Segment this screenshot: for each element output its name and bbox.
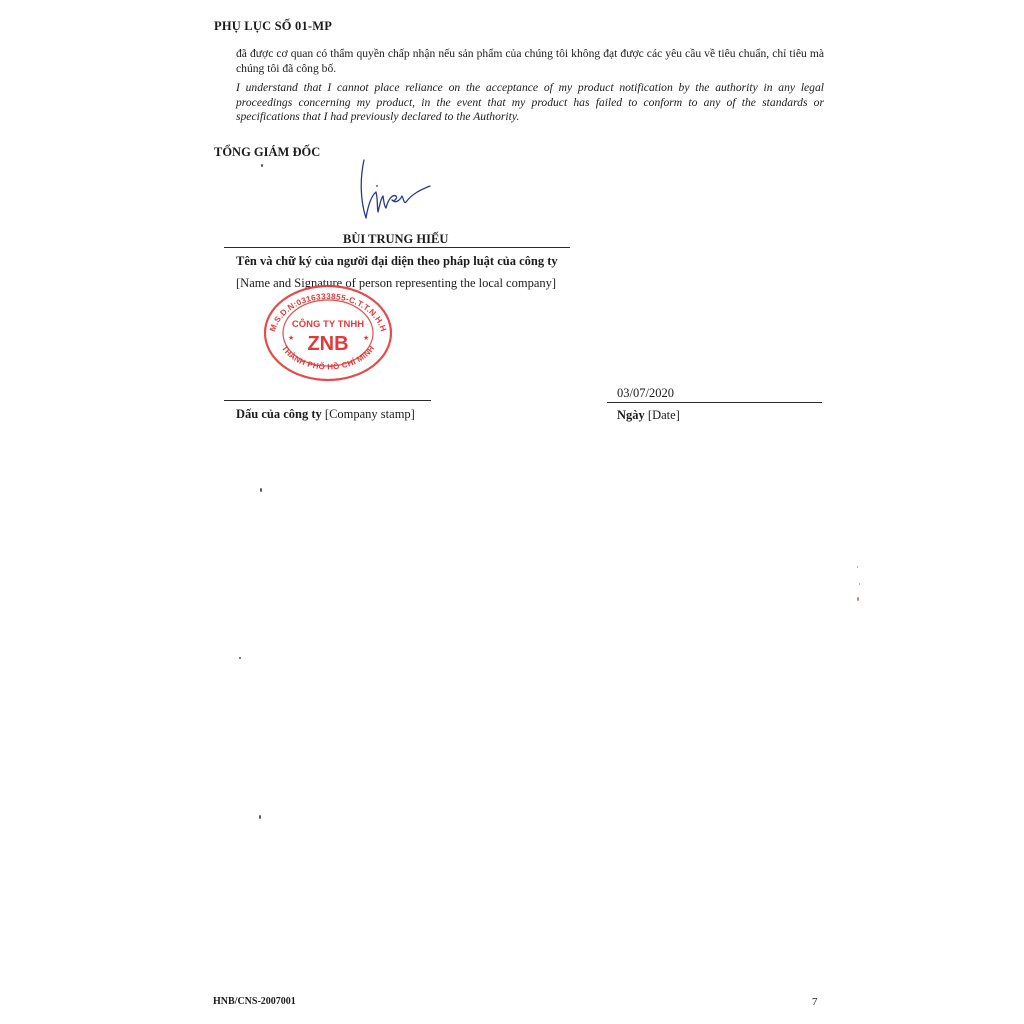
- scan-speck: [260, 488, 262, 492]
- signature-line: [224, 247, 570, 248]
- svg-text:ZNB: ZNB: [307, 333, 349, 355]
- scan-speck: [261, 164, 263, 167]
- commitment-english: I understand that I cannot place reliance on the acceptance of my product notification by the authority in any legal proceedings concerning my product, in the event that my product has failed to conform to any of the standards or specifications that I had previously declared to the Authority.: [236, 81, 824, 123]
- company-stamp: [262, 283, 394, 383]
- stamp-line: [224, 400, 431, 401]
- date-label-vn: Ngày: [617, 408, 645, 422]
- svg-text:★: ★: [288, 334, 295, 342]
- footer-page-number: 7: [812, 996, 818, 1008]
- svg-text:THÀNH PHỐ HỒ CHÍ MINH: THÀNH PHỐ HỒ CHÍ MINH: [279, 343, 377, 372]
- signatory-label-en: [Name and Signature of person representing the local company]: [236, 276, 557, 290]
- scan-speck: [259, 815, 261, 819]
- date-label: [617, 408, 680, 423]
- date-value: 03/07/2020: [617, 386, 674, 400]
- signatory-title: TỔNG GIÁM ĐỐC: [214, 145, 321, 159]
- stamp-label: [236, 407, 415, 422]
- svg-text:★: ★: [363, 334, 370, 342]
- svg-text:M.S.D.N:0316333855-C.T.T.N.H.H: M.S.D.N:0316333855-C.T.T.N.H.H: [268, 291, 388, 333]
- commitment-vietnamese: đã được cơ quan có thẩm quyền chấp nhận nếu sản phẩm của chúng tôi không đạt được các yêu cầu về tiêu chuẩn, chỉ tiêu mà chúng tôi đã công bố.: [236, 47, 824, 75]
- stamp-label-vn: Dấu của công ty: [236, 407, 322, 421]
- scan-speck: [857, 597, 859, 601]
- handwritten-signature: [352, 156, 432, 224]
- scan-speck: [239, 657, 241, 659]
- appendix-title: PHỤ LỤC SỐ 01-MP: [214, 19, 333, 33]
- date-label-en: [Date]: [647, 408, 680, 422]
- signatory-name: BÙI TRUNG HIẾU: [343, 232, 449, 246]
- signatory-label-vn: Tên và chữ ký của người đại diện theo pháp luật của công ty: [236, 254, 558, 268]
- scan-speck: [859, 583, 860, 585]
- stamp-label-en: [Company stamp]: [324, 407, 415, 421]
- date-line: [607, 402, 822, 403]
- scan-speck: [857, 566, 858, 568]
- footer-document-code: HNB/CNS-2007001: [213, 996, 296, 1007]
- svg-text:CÔNG TY TNHH: CÔNG TY TNHH: [291, 319, 365, 330]
